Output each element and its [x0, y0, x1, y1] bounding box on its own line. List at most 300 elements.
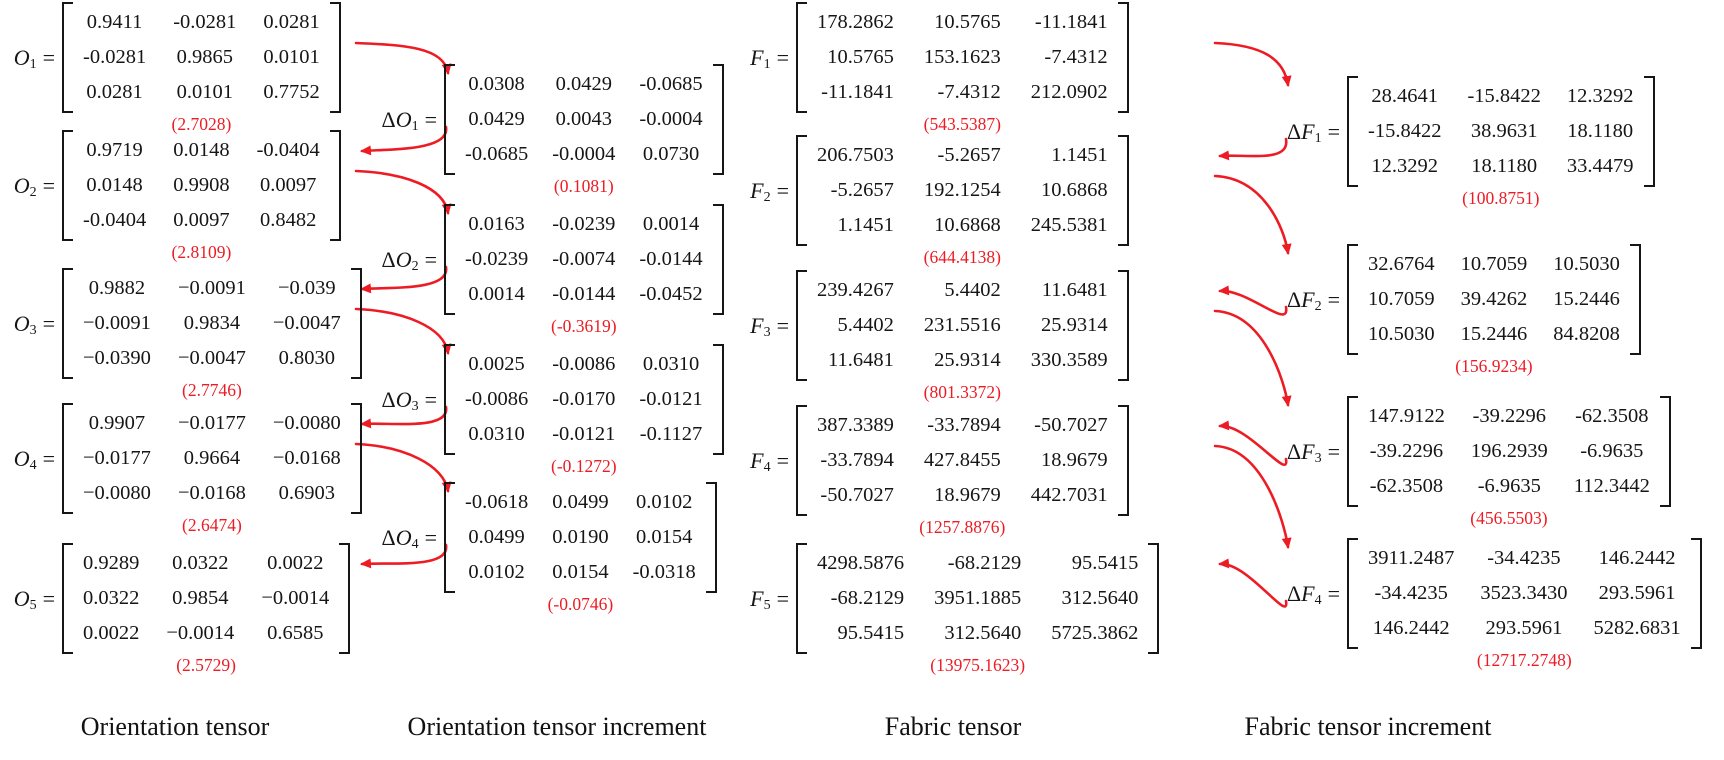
delta-symbol: Δ — [1286, 438, 1302, 464]
delta-symbol: Δ — [381, 524, 396, 550]
matrix-cell: 3911.2487 — [1368, 547, 1455, 569]
matrix-cell: -0.0318 — [632, 561, 696, 583]
matrix-symbol — [8, 2, 62, 113]
matrix-cell: -33.7894 — [927, 414, 1001, 436]
matrix-block-o1 — [8, 2, 341, 135]
matrix-body — [444, 482, 717, 615]
tensor-subscript: 4 — [29, 457, 37, 473]
matrix-cell: -68.2129 — [830, 587, 905, 609]
matrix-symbol — [748, 543, 796, 654]
matrix-cell: 11.6481 — [828, 349, 894, 371]
matrix-cell: 178.2862 — [817, 11, 894, 33]
matrix-grid — [73, 130, 330, 241]
matrix-cell: -50.7027 — [820, 484, 894, 506]
matrix — [796, 405, 1129, 516]
trace-value: (-0.0746) — [547, 594, 614, 614]
matrix-cell: 0.6585 — [267, 622, 324, 644]
matrix-cell: -0.0452 — [639, 283, 703, 305]
trace-value: (456.5503) — [1470, 508, 1548, 528]
matrix-cell: 0.9289 — [83, 552, 140, 574]
matrix-cell: -0.0404 — [256, 139, 320, 161]
matrix-block-f5 — [748, 543, 1159, 676]
matrix-grid — [73, 543, 339, 654]
matrix — [796, 543, 1159, 654]
matrix-block-delta-o4 — [378, 482, 717, 615]
equals-sign: = — [776, 177, 789, 203]
tensor-subscript: 2 — [411, 258, 419, 274]
left-bracket — [62, 268, 73, 379]
matrix-cell: -39.2296 — [1472, 405, 1547, 427]
matrix-block-delta-f4 — [1283, 538, 1702, 671]
trace-value: (-0.3619) — [551, 316, 617, 336]
matrix-cell: 146.2442 — [1598, 547, 1676, 569]
matrix-cell: 18.1180 — [1567, 120, 1634, 142]
matrix-symbol — [1283, 538, 1347, 649]
matrix-cell: 0.0014 — [642, 213, 700, 235]
matrix-cell: −0.0047 — [177, 347, 246, 369]
matrix — [62, 543, 350, 654]
matrix-cell: -15.8422 — [1467, 85, 1541, 107]
left-bracket — [62, 130, 73, 241]
matrix-cell: 0.0163 — [468, 213, 525, 235]
matrix-symbol — [378, 204, 444, 315]
left-bracket — [796, 543, 807, 654]
trace-value: (1257.8876) — [919, 517, 1006, 537]
matrix-cell: 293.5961 — [1485, 617, 1563, 639]
matrix-grid — [807, 135, 1118, 246]
matrix-grid — [455, 344, 713, 455]
matrix-cell: 0.9719 — [86, 139, 143, 161]
equals-sign: = — [1327, 438, 1340, 464]
right-bracket — [351, 403, 362, 514]
matrix — [1347, 244, 1641, 355]
matrix-cell: -0.0281 — [83, 46, 147, 68]
matrix-grid — [455, 482, 706, 593]
matrix-cell: 10.6868 — [934, 214, 1001, 236]
matrix-grid — [807, 405, 1118, 516]
matrix-body — [796, 543, 1159, 676]
matrix-cell: 12.3292 — [1371, 155, 1439, 177]
matrix-cell: -68.2129 — [947, 552, 1022, 574]
matrix — [1347, 396, 1671, 507]
trace-value: (2.5729) — [176, 655, 237, 675]
matrix-body — [62, 403, 362, 536]
flow-arrow-to-increment — [1215, 43, 1288, 85]
matrix-cell: 0.0148 — [173, 139, 230, 161]
matrix-cell: 0.9908 — [173, 174, 230, 196]
matrix-body — [444, 344, 724, 477]
matrix-cell: −0.0080 — [83, 482, 151, 504]
left-bracket — [444, 204, 455, 315]
matrix-cell: 3523.3430 — [1480, 582, 1568, 604]
matrix-cell: 0.0025 — [468, 353, 525, 375]
matrix-cell: -39.2296 — [1369, 440, 1444, 462]
matrix-cell: −0.0177 — [83, 447, 151, 469]
equals-sign: = — [776, 312, 789, 338]
matrix-grid — [73, 403, 351, 514]
matrix-cell: -0.0004 — [639, 108, 703, 130]
matrix-cell: 442.7031 — [1030, 484, 1108, 506]
flow-arrow-to-increment — [1215, 176, 1288, 253]
matrix-block-delta-o1 — [378, 64, 724, 197]
tensor-letter: F — [1301, 438, 1315, 464]
matrix-cell: 4298.5876 — [817, 552, 905, 574]
matrix-body — [1347, 76, 1655, 209]
matrix-symbol — [8, 268, 62, 379]
matrix-cell: 0.9865 — [176, 46, 233, 68]
right-bracket — [1118, 405, 1129, 516]
equals-sign: = — [776, 44, 789, 70]
tensor-subscript: 4 — [411, 536, 419, 552]
matrix-cell: 12.3292 — [1566, 85, 1634, 107]
left-bracket — [444, 344, 455, 455]
matrix-cell: 312.5640 — [944, 622, 1022, 644]
matrix-cell: 0.0101 — [263, 46, 320, 68]
trace-value: (2.7746) — [182, 380, 242, 400]
matrix-cell: 0.0322 — [83, 587, 140, 609]
trace-value: (2.8109) — [171, 242, 232, 262]
equals-sign: = — [1327, 580, 1340, 606]
tensor-letter: O — [395, 106, 412, 132]
right-bracket — [1630, 244, 1641, 355]
matrix-cell: 0.0097 — [173, 209, 230, 231]
tensor-letter: F — [750, 312, 764, 338]
matrix-cell: -0.0086 — [465, 388, 529, 410]
matrix-cell: 0.0429 — [468, 108, 525, 130]
matrix-cell: 0.7752 — [263, 81, 320, 103]
delta-symbol: Δ — [381, 246, 396, 272]
matrix-cell: 0.0148 — [86, 174, 143, 196]
equals-sign: = — [776, 447, 789, 473]
matrix-block-f3 — [748, 270, 1129, 403]
matrix-cell: 0.0043 — [555, 108, 612, 130]
trace-value: (801.3372) — [923, 382, 1001, 402]
matrix-cell: 0.0154 — [635, 526, 693, 548]
matrix-cell: 18.9679 — [1041, 449, 1108, 471]
trace-value: (156.9234) — [1455, 356, 1533, 376]
right-bracket — [330, 130, 341, 241]
tensor-letter: F — [750, 447, 764, 473]
matrix-symbol — [748, 135, 796, 246]
matrix-cell: -0.0685 — [465, 143, 529, 165]
tensor-letter: O — [13, 172, 30, 198]
trace-value: (100.8751) — [1462, 188, 1540, 208]
matrix-cell: −0.0390 — [83, 347, 151, 369]
matrix-symbol — [1283, 76, 1347, 187]
matrix-cell: 95.5415 — [837, 622, 905, 644]
matrix-cell: -0.0281 — [173, 11, 237, 33]
matrix-cell: 206.7503 — [817, 144, 894, 166]
equals-sign: = — [42, 44, 55, 70]
tensor-letter: O — [395, 386, 412, 412]
matrix-cell: -62.3508 — [1369, 475, 1444, 497]
left-bracket — [444, 482, 455, 593]
matrix-body — [62, 543, 350, 676]
matrix-cell: 0.0281 — [86, 81, 143, 103]
tensor-subscript: 1 — [763, 56, 771, 72]
matrix-cell: 0.0322 — [172, 552, 229, 574]
matrix-cell: 0.0102 — [468, 561, 525, 583]
right-bracket — [706, 482, 717, 593]
matrix-body — [444, 64, 724, 197]
matrix-cell: 0.9854 — [172, 587, 229, 609]
tensor-subscript: 3 — [1314, 450, 1322, 466]
right-bracket — [1644, 76, 1655, 187]
matrix-cell: 0.9907 — [88, 412, 146, 434]
matrix-cell: 10.5030 — [1553, 253, 1620, 275]
left-bracket — [62, 2, 73, 113]
matrix-body — [62, 2, 341, 135]
matrix-cell: -11.1841 — [821, 81, 894, 103]
matrix-body — [796, 135, 1129, 268]
matrix-cell: −0.0168 — [272, 447, 341, 469]
matrix-cell: 0.6903 — [278, 482, 336, 504]
matrix-cell: -0.0121 — [552, 423, 616, 445]
matrix-cell: 32.6764 — [1368, 253, 1435, 275]
delta-symbol: Δ — [1286, 118, 1302, 144]
matrix-symbol — [1283, 396, 1347, 507]
matrix — [796, 135, 1129, 246]
matrix-cell: -0.0239 — [465, 248, 529, 270]
matrix-cell: 0.0310 — [642, 353, 700, 375]
matrix — [444, 482, 717, 593]
matrix-cell: 0.0281 — [263, 11, 320, 33]
matrix — [444, 64, 724, 175]
left-bracket — [62, 543, 73, 654]
left-bracket — [62, 403, 73, 514]
matrix-cell: -0.0618 — [465, 491, 529, 513]
matrix-cell: 10.5765 — [934, 11, 1001, 33]
matrix-cell: −0.0177 — [177, 412, 246, 434]
matrix-cell: 1.1451 — [837, 214, 894, 236]
matrix-cell: -0.1127 — [639, 423, 703, 445]
matrix-block-delta-f3 — [1283, 396, 1671, 529]
matrix-block-o4 — [8, 403, 362, 536]
matrix-cell: -6.9635 — [1580, 440, 1644, 462]
delta-symbol: Δ — [1286, 580, 1302, 606]
matrix-symbol — [8, 130, 62, 241]
tensor-letter: O — [395, 246, 412, 272]
trace-value: (2.7028) — [171, 114, 232, 134]
matrix-cell: -33.7894 — [820, 449, 894, 471]
caption-orientation-tensor-increment: Orientation tensor increment — [407, 712, 707, 741]
matrix-cell: 293.5961 — [1598, 582, 1676, 604]
matrix-grid — [73, 2, 330, 113]
matrix-cell: 39.4262 — [1460, 288, 1528, 310]
tensor-subscript: 5 — [763, 597, 771, 613]
tensor-letter: O — [395, 524, 412, 550]
matrix-body — [796, 405, 1129, 538]
matrix-cell: 18.1180 — [1471, 155, 1538, 177]
matrix — [444, 204, 724, 315]
trace-value: (644.4138) — [923, 247, 1001, 267]
matrix-cell: 0.0190 — [552, 526, 609, 548]
matrix — [1347, 76, 1655, 187]
right-bracket — [1148, 543, 1159, 654]
equals-sign: = — [424, 524, 437, 550]
matrix-block-delta-f1 — [1283, 76, 1655, 209]
matrix-cell: 10.7059 — [1460, 253, 1528, 275]
matrix-cell: 0.0499 — [468, 526, 525, 548]
matrix-cell: 0.9882 — [88, 277, 146, 299]
matrix-cell: 15.2446 — [1460, 323, 1528, 345]
matrix-block-f4 — [748, 405, 1129, 538]
matrix-cell: 192.1254 — [923, 179, 1001, 201]
matrix-body — [1347, 538, 1702, 671]
matrix-cell: 84.8208 — [1553, 323, 1620, 345]
matrix-cell: 147.9122 — [1368, 405, 1445, 427]
matrix-block-delta-f2 — [1283, 244, 1641, 377]
matrix-cell: -6.9635 — [1477, 475, 1541, 497]
matrix-cell: -0.0074 — [552, 248, 616, 270]
matrix-cell: 10.6868 — [1041, 179, 1108, 201]
tensor-letter: F — [750, 585, 764, 611]
matrix-cell: 0.9411 — [86, 11, 143, 33]
matrix-cell: 18.9679 — [934, 484, 1001, 506]
matrix-cell: 0.8030 — [278, 347, 336, 369]
matrix-grid — [73, 268, 351, 379]
matrix-grid — [807, 2, 1118, 113]
matrix-cell: 0.0429 — [555, 73, 612, 95]
tensor-letter: F — [1301, 118, 1315, 144]
delta-symbol: Δ — [1286, 286, 1302, 312]
tensor-subscript: 3 — [29, 322, 37, 338]
matrix-cell: 0.0101 — [176, 81, 233, 103]
tensor-letter: F — [750, 44, 764, 70]
left-bracket — [796, 2, 807, 113]
matrix-body — [796, 2, 1129, 135]
equals-sign: = — [42, 445, 55, 471]
right-bracket — [1660, 396, 1671, 507]
matrix-cell: 245.5381 — [1030, 214, 1108, 236]
matrix-cell: -0.0239 — [552, 213, 616, 235]
tensor-subscript: 2 — [763, 189, 771, 205]
flow-arrow-to-next-tensor — [1220, 426, 1286, 465]
matrix-block-f2 — [748, 135, 1129, 268]
matrix-block-f1 — [748, 2, 1129, 135]
matrix-cell: 146.2442 — [1372, 617, 1450, 639]
matrix-cell: 0.0102 — [635, 491, 693, 513]
matrix-cell: 196.2939 — [1470, 440, 1548, 462]
equals-sign: = — [1327, 286, 1340, 312]
matrix-cell: −0.0168 — [177, 482, 246, 504]
matrix-cell: 28.4641 — [1371, 85, 1439, 107]
trace-value: (2.6474) — [182, 515, 242, 535]
matrix-body — [796, 270, 1129, 403]
matrix-grid — [1358, 538, 1691, 649]
right-bracket — [1691, 538, 1702, 649]
matrix-cell: 5.4402 — [944, 279, 1001, 301]
matrix-cell: -15.8422 — [1368, 120, 1442, 142]
matrix-body — [62, 268, 362, 401]
matrix-cell: −0.0047 — [272, 312, 341, 334]
matrix-cell: 5725.3862 — [1051, 622, 1139, 644]
matrix-cell: 239.4267 — [817, 279, 894, 301]
left-bracket — [796, 135, 807, 246]
matrix-cell: -34.4235 — [1487, 547, 1561, 569]
matrix-body — [1347, 244, 1641, 377]
matrix-cell: −0.0091 — [177, 277, 246, 299]
equals-sign: = — [776, 585, 789, 611]
matrix-cell: -7.4312 — [1044, 46, 1108, 68]
caption-fabric-tensor: Fabric tensor — [884, 712, 1022, 741]
tensor-letter: F — [750, 177, 764, 203]
left-bracket — [1347, 244, 1358, 355]
right-bracket — [713, 344, 724, 455]
matrix-cell: -0.0170 — [552, 388, 616, 410]
equals-sign: = — [424, 386, 437, 412]
matrix-block-o5 — [8, 543, 350, 676]
matrix-cell: 38.9631 — [1470, 120, 1538, 142]
matrix-block-delta-o3 — [378, 344, 724, 477]
matrix — [62, 2, 341, 113]
equals-sign: = — [42, 310, 55, 336]
matrix-symbol — [378, 344, 444, 455]
matrix-cell: 0.0310 — [468, 423, 525, 445]
matrix-cell: −0.039 — [278, 277, 336, 299]
matrix-symbol — [748, 405, 796, 516]
matrix-block-o2 — [8, 130, 341, 263]
matrix-symbol — [748, 2, 796, 113]
matrix-cell: 95.5415 — [1071, 552, 1139, 574]
matrix-symbol — [748, 270, 796, 381]
tensor-subscript: 1 — [1314, 130, 1322, 146]
matrix-cell: 0.0730 — [642, 143, 700, 165]
tensor-letter: O — [13, 44, 30, 70]
matrix-cell: 153.1623 — [923, 46, 1001, 68]
right-bracket — [713, 204, 724, 315]
left-bracket — [1347, 538, 1358, 649]
matrix-cell: -0.0144 — [639, 248, 703, 270]
matrix-cell: -0.0685 — [639, 73, 703, 95]
equals-sign: = — [424, 246, 437, 272]
matrix-cell: -0.0144 — [552, 283, 616, 305]
delta-symbol: Δ — [381, 386, 396, 412]
trace-value: (0.1081) — [553, 176, 614, 196]
flow-arrow-to-increment — [1215, 311, 1288, 405]
matrix-cell: 25.9314 — [1041, 314, 1108, 336]
matrix-cell: −0.0091 — [83, 312, 151, 334]
matrix-body — [62, 130, 341, 263]
matrix-cell: 0.0014 — [468, 283, 525, 305]
left-bracket — [796, 405, 807, 516]
matrix-cell: 112.3442 — [1573, 475, 1650, 497]
tensor-letter: F — [1301, 580, 1315, 606]
left-bracket — [796, 270, 807, 381]
flow-arrow-to-next-tensor — [1220, 291, 1286, 314]
matrix-symbol — [8, 403, 62, 514]
tensor-subscript: 2 — [29, 184, 37, 200]
matrix-cell: 0.0022 — [267, 552, 324, 574]
matrix-grid — [455, 204, 713, 315]
trace-value: (-0.1272) — [551, 456, 617, 476]
matrix-cell: 312.5640 — [1061, 587, 1139, 609]
matrix-cell: -11.1841 — [1034, 11, 1108, 33]
matrix — [1347, 538, 1702, 649]
matrix-block-o3 — [8, 268, 362, 401]
tensor-subscript: 2 — [1314, 298, 1322, 314]
matrix-cell: 0.0499 — [552, 491, 609, 513]
caption-fabric-tensor-increment: Fabric tensor increment — [1244, 712, 1492, 741]
right-bracket — [339, 543, 350, 654]
equals-sign: = — [424, 106, 437, 132]
left-bracket — [444, 64, 455, 175]
matrix-symbol — [1283, 244, 1347, 355]
matrix-cell: 1.1451 — [1051, 144, 1108, 166]
matrix — [796, 270, 1129, 381]
matrix-cell: -5.2657 — [937, 144, 1001, 166]
trace-value: (12717.2748) — [1476, 650, 1572, 670]
